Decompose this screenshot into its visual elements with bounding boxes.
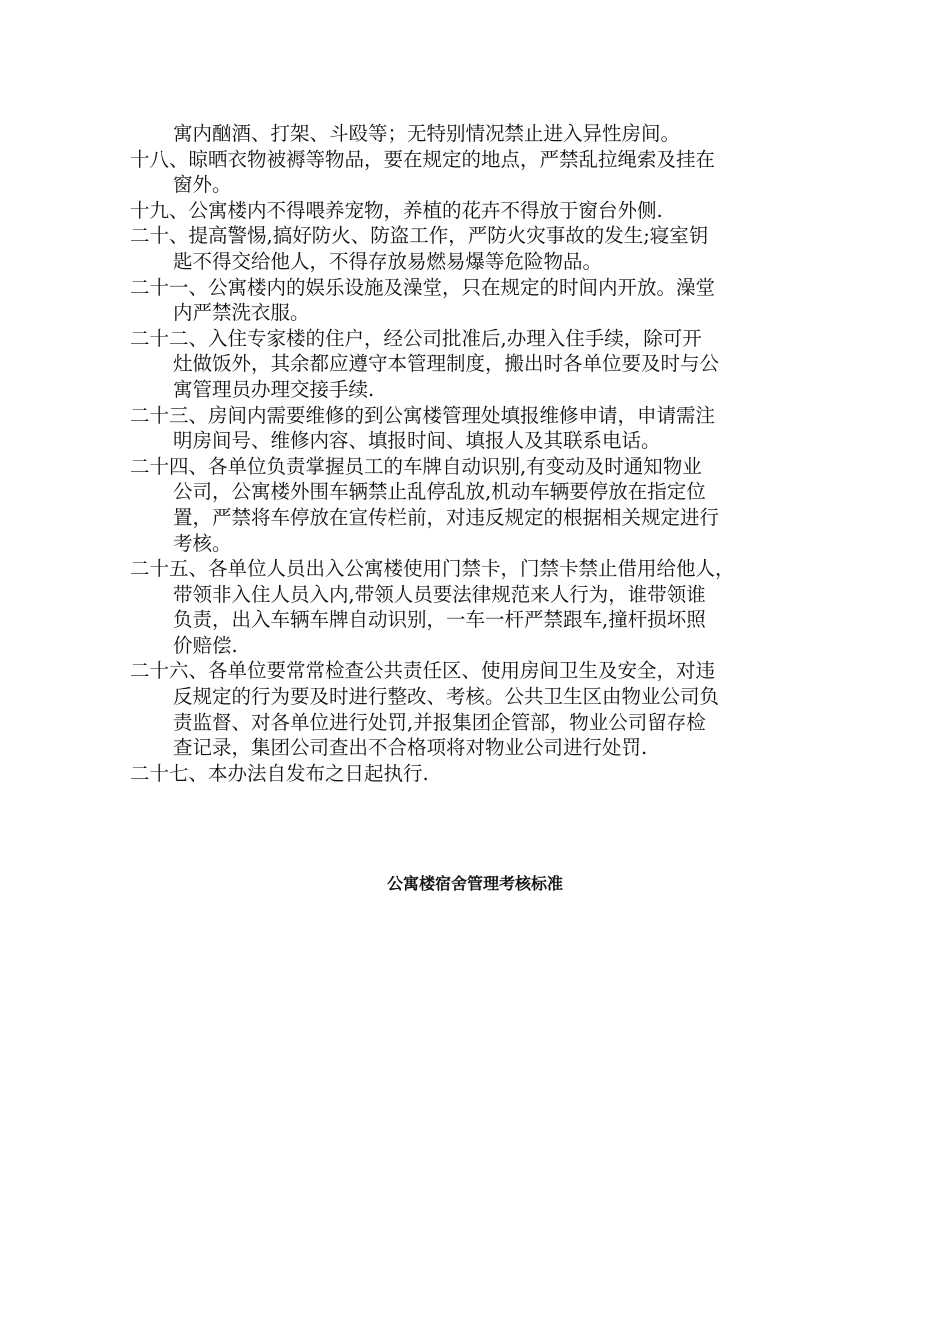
- section-title: 公寓楼宿舍管理考核标准: [386, 874, 563, 893]
- regulation-item-18: 十八、晾晒衣物被褥等物品，要在规定的地点，严禁乱拉绳索及挂在 窗外。: [130, 147, 716, 197]
- regulation-item-20: 二十、提高警惕,搞好防火、防盗工作，严防火灾事故的发生;寝室钥 匙不得交给他人，不得存放易燃易爆等危险物品。: [130, 224, 709, 273]
- regulation-item-22: 二十二、入住专家楼的住户，经公司批准后,办理入住手续，除可开 灶做饭外，其余都应遵守本管理制度，搬出时各单位要及时与公 寓管理员办理交接手续.: [130, 326, 720, 401]
- regulation-item-19: 十九、公寓楼内不得喂养宠物，养植的花卉不得放于窗台外侧.: [130, 198, 663, 222]
- regulation-item-24: 二十四、各单位负责掌握员工的车牌自动识别,有变动及时通知物业 公司，公寓楼外围车辆禁止乱停乱放,机动车辆要停放在指定位 置，严禁将车停放在宣传栏前，对违反规定的根据相关规定进行 考核。: [130, 454, 720, 555]
- regulation-item-26: 二十六、各单位要常常检查公共责任区、使用房间卫生及安全，对违 反规定的行为要及时进行整改、考核。公共卫生区由物业公司负 责监督、对各单位进行处罚,并报集团企管部，物业公司留存检 查记录，集团公司查出不合格项将对物业公司进行处罚.: [130, 659, 720, 760]
- regulation-item-27: 二十七、本办法自发布之日起执行.: [130, 761, 429, 785]
- regulation-item-23: 二十三、房间内需要维修的到公寓楼管理处填报维修申请，申请需注 明房间号、维修内容、填报时间、填报人及其联系电话。: [130, 403, 716, 453]
- regulation-item-21: 二十一、公寓楼内的娱乐设施及澡堂，只在规定的时间内开放。澡堂 内严禁洗衣服。: [130, 275, 716, 325]
- regulation-body: [130, 121, 810, 786]
- continuation-paragraph: 寓内酗酒、打架、斗殴等；无特别情况禁止进入异性房间。: [173, 122, 681, 145]
- regulation-item-25: 二十五、各单位人员出入公寓楼使用门禁卡，门禁卡禁止借用给他人， 带领非入住人员入内,带领人员要法律规范来人行为，谁带领谁 负责，出入车辆车牌自动识别，一车一杆严禁跟车,撞杆损坏照 价赔偿.: [130, 557, 735, 657]
